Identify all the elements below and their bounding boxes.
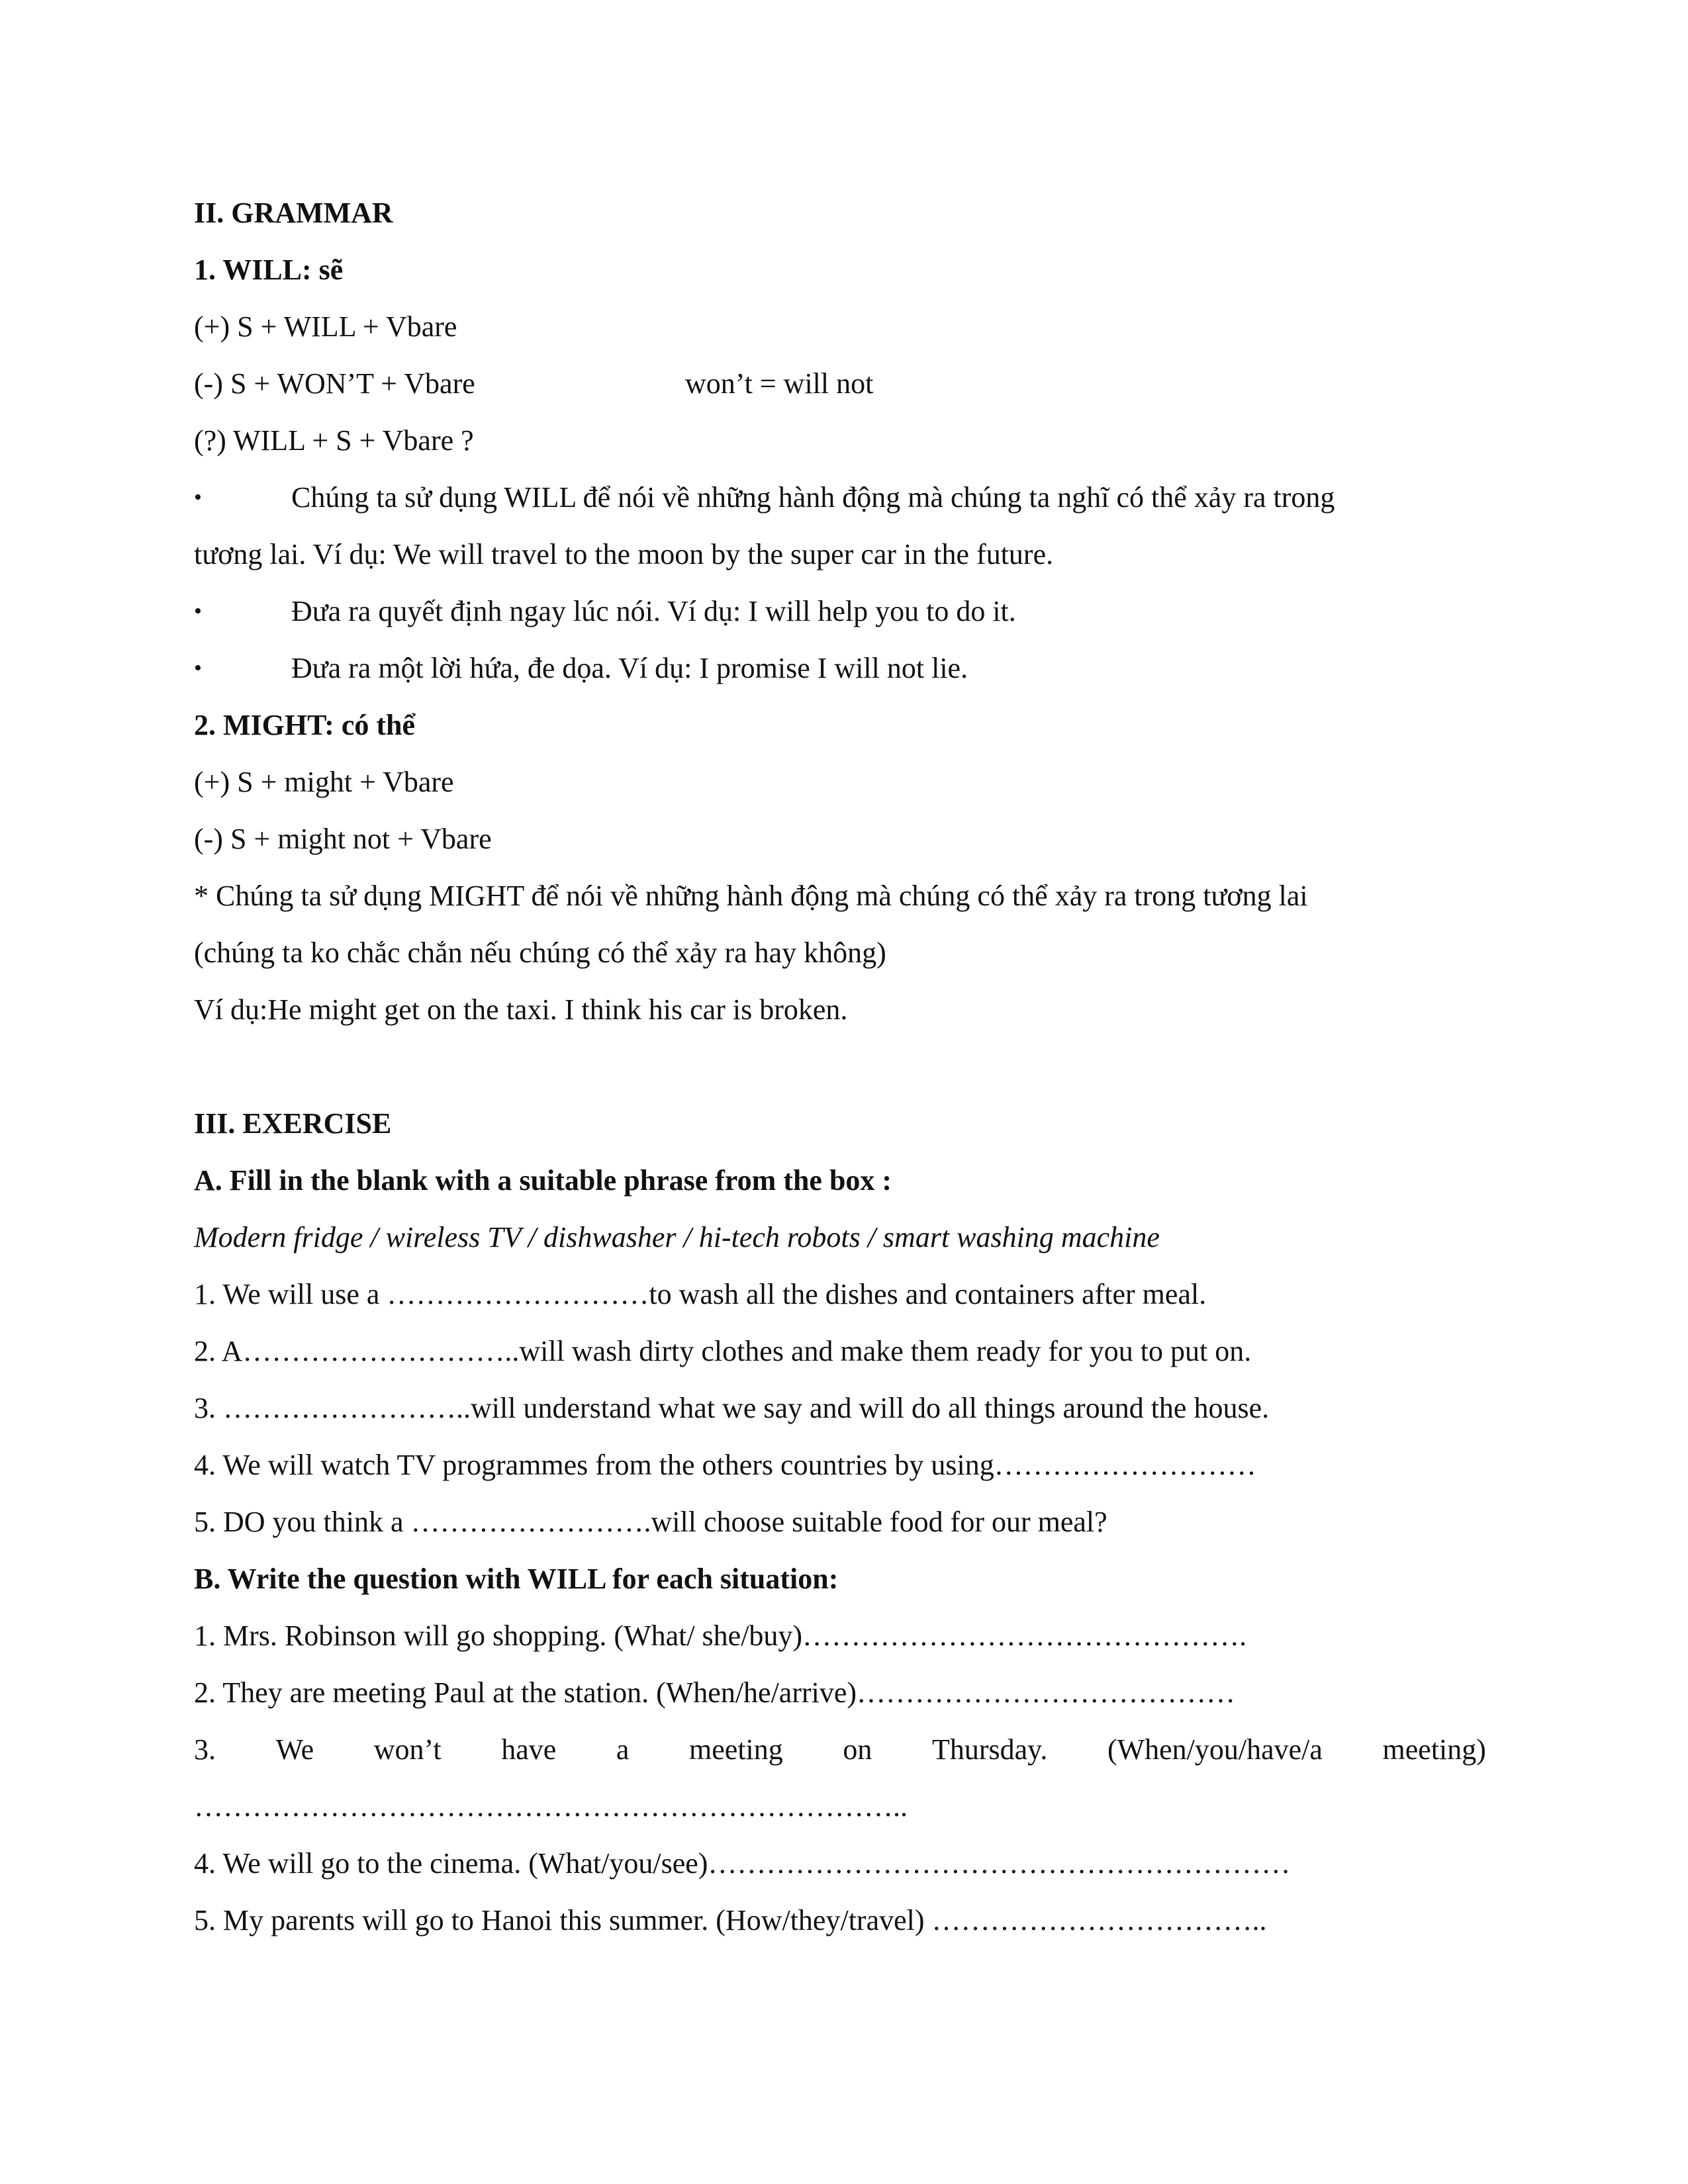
- bullet-icon: •: [194, 485, 202, 510]
- item3-word: meeting: [689, 1733, 783, 1766]
- bullet-icon: •: [194, 656, 202, 680]
- will-contraction-note: won’t = will not: [685, 367, 874, 400]
- exercise-b-item-2: 2. They are meeting Paul at the station. (When/he/arrive)…………………………………: [194, 1676, 1236, 1709]
- item3-word: (When/you/have/a: [1107, 1733, 1323, 1766]
- will-bullet-3: Đưa ra một lời hứa, đe dọa. Ví dụ: I promise I will not lie.: [291, 652, 968, 684]
- exercise-b-item-3-line-2: ………………………………………………………………..: [194, 1790, 908, 1823]
- might-negative-formula: (-) S + might not + Vbare: [194, 823, 492, 855]
- item3-word: meeting): [1382, 1733, 1486, 1766]
- grammar-heading: II. GRAMMAR: [194, 197, 393, 229]
- item3-word: have: [501, 1733, 557, 1766]
- exercise-a-item-4: 4. We will watch TV programmes from the others countries by using………………………: [194, 1449, 1256, 1481]
- exercise-b-item-5: 5. My parents will go to Hanoi this summer. (How/they/travel) ……………………………..: [194, 1904, 1267, 1936]
- will-bullet-1-line-1: Chúng ta sử dụng WILL để nói về những hành động mà chúng ta nghĩ có thể xảy ra trong: [291, 481, 1335, 514]
- item3-word: on: [843, 1733, 872, 1766]
- might-title: 2. MIGHT: có thể: [194, 709, 416, 741]
- exercise-a-item-5: 5. DO you think a …………………….will choose suitable food for our meal?: [194, 1506, 1107, 1538]
- exercise-a-item-3: 3. ……………………..will understand what we say and will do all things around the house.: [194, 1392, 1270, 1424]
- will-negative-formula: (-) S + WON’T + Vbare: [194, 367, 475, 400]
- exercise-b-item-4: 4. We will go to the cinema. (What/you/see)……………………………………………………: [194, 1847, 1291, 1880]
- might-note-line-2: (chúng ta ko chắc chắn nếu chúng có thể xảy ra hay không): [194, 936, 886, 969]
- item3-word: 3.: [194, 1733, 216, 1766]
- might-positive-formula: (+) S + might + Vbare: [194, 766, 454, 798]
- exercise-b-title: B. Write the question with WILL for each situation:: [194, 1563, 839, 1595]
- exercise-a-item-1: 1. We will use a ………………………to wash all the dishes and containers after meal.: [194, 1278, 1207, 1310]
- exercise-a-word-box: Modern fridge / wireless TV / dishwasher / hi-tech robots / smart washing machine: [194, 1221, 1160, 1253]
- might-example: Ví dụ:He might get on the taxi. I think his car is broken.: [194, 993, 848, 1026]
- item3-word: We: [275, 1733, 314, 1766]
- exercise-heading: III. EXERCISE: [194, 1107, 392, 1140]
- will-title: 1. WILL: sẽ: [194, 253, 344, 286]
- item3-word: Thursday.: [932, 1733, 1048, 1766]
- might-note-line-1: * Chúng ta sử dụng MIGHT để nói về những hành động mà chúng có thể xảy ra trong tương lai: [194, 880, 1308, 912]
- will-question-formula: (?) WILL + S + Vbare ?: [194, 424, 474, 457]
- will-positive-formula: (+) S + WILL + Vbare: [194, 310, 457, 343]
- item3-word: won’t: [373, 1733, 442, 1766]
- exercise-a-title: A. Fill in the blank with a suitable phrase from the box :: [194, 1164, 892, 1197]
- item3-word: a: [616, 1733, 630, 1766]
- exercise-b-item-1: 1. Mrs. Robinson will go shopping. (What/ she/buy)……………………………………….: [194, 1619, 1247, 1652]
- exercise-a-item-2: 2. A………………………..will wash dirty clothes and make them ready for you to put on.: [194, 1335, 1252, 1367]
- exercise-b-item-3-line-1: [194, 1731, 1486, 1768]
- bullet-icon: •: [194, 599, 202, 623]
- will-bullet-2: Đưa ra quyết định ngay lúc nói. Ví dụ: I will help you to do it.: [291, 595, 1016, 627]
- will-bullet-1-line-2: tương lai. Ví dụ: We will travel to the moon by the super car in the future.: [194, 538, 1054, 570]
